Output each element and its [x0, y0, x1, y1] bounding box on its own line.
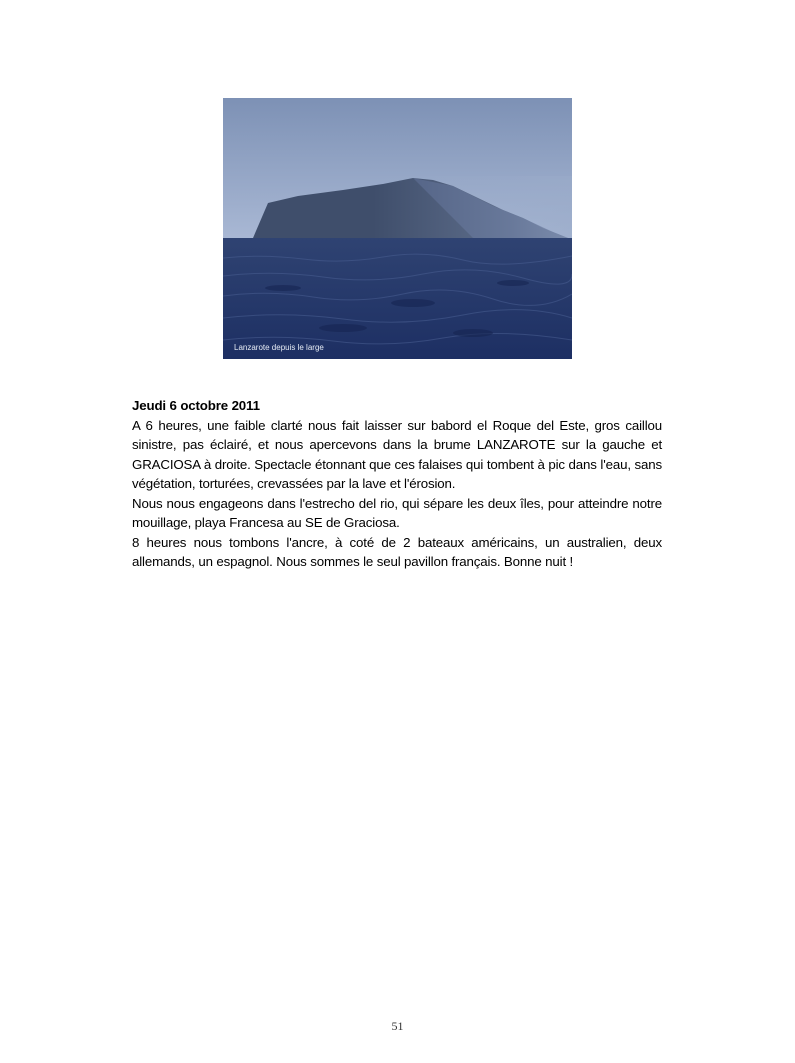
paragraph: Nous nous engageons dans l'estrecho del rio, qui sépare les deux îles, pour atteindre notre mouillage, playa Francesa au SE de Graciosa.: [132, 495, 662, 530]
journal-entry: [132, 396, 662, 572]
paragraph: A 6 heures, une faible clarté nous fait laisser sur babord el Roque del Este, gros caillou sinistre, pas éclairé, et nous apercevons dans la brume LANZAROTE sur la gauche et GRACIOSA à droite. Spectacle étonnant que ces falaises qui tombent à pic dans l'eau, sans végétation, torturées, crevassées par la lave et l'érosion.: [132, 417, 662, 491]
paragraph: 8 heures nous tombons l'ancre, à coté de 2 bateaux américains, un australien, deux allemands, un espagnol. Nous sommes le seul pavillon français. Bonne nuit !: [132, 534, 662, 569]
island-photo-image: [223, 98, 572, 359]
page-number: 51: [391, 1019, 404, 1033]
entry-date: Jeudi 6 octobre 2011: [132, 398, 260, 413]
island-photo: [223, 98, 572, 359]
photo-caption: Lanzarote depuis le large: [234, 343, 324, 352]
